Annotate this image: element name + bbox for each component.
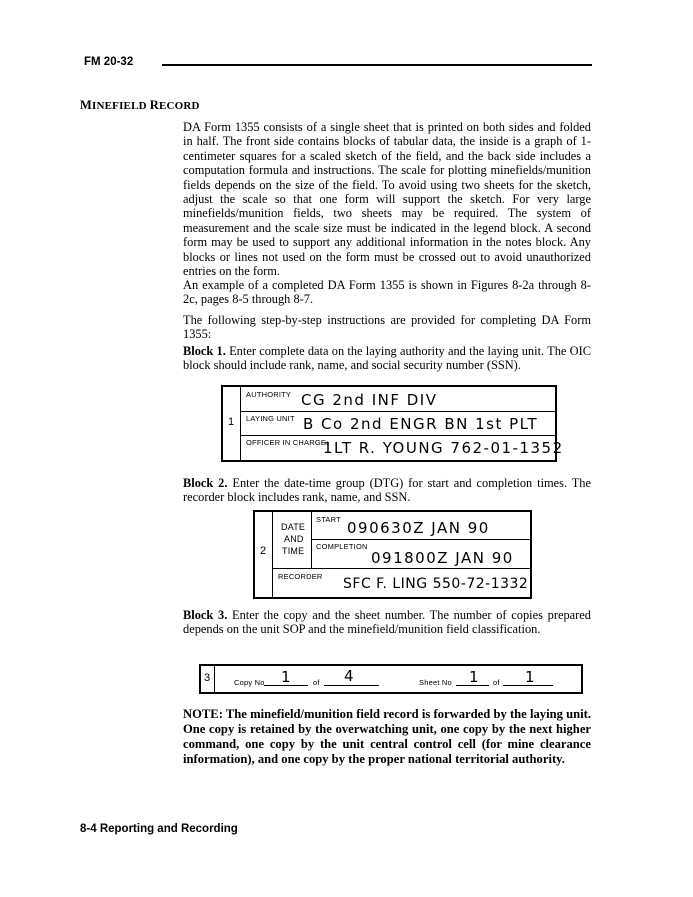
authority-label: AUTHORITY (246, 390, 292, 399)
block1-text: Enter complete data on the laying authority and the laying unit. The OIC block should include rank, name, and social security number (SSN). (183, 344, 591, 373)
block1-form (221, 385, 564, 462)
sheet-of-label: of (493, 678, 500, 687)
manual-code: FM 20-32 (84, 56, 134, 68)
section-title: MINEFIELD RECORD (80, 98, 200, 112)
laying-unit-value: B Co 2nd ENGR BN 1st PLT (303, 415, 539, 433)
oic-value: 1LT R. YOUNG 762-01-1352 (323, 439, 564, 457)
authority-value: CG 2nd INF DIV (301, 391, 438, 409)
recorder-value: SFC F. LING 550-72-1332 (343, 576, 529, 592)
block2-paragraph (183, 476, 591, 505)
header-rule (162, 64, 592, 66)
paragraph-intro: DA Form 1355 consists of a single sheet that is printed on both sides and folded in half. The front side contains blocks of tabular data, the inside is a graph of 1-centimeter squares for a scaled sketch of the field, and the back side includes a computation formula and instructions. The scale for plotting minefields/munition fields depends on the size of the field. To avoid using two sheets for the sketch, adjust the scale so that one form will support the sketch. For very large minefields/munition fields, two sheets may be required. The system of measurement and the scale size must be indicated in the legend block. A second form may be used to support any additional information in the notes block. Any blocks or lines not used on the form must be crossed out to avoid unauthorized entries on the form. (183, 120, 591, 279)
copy-total: 4 (344, 667, 356, 685)
block3-form (199, 664, 583, 694)
start-value: 090630Z JAN 90 (347, 519, 490, 537)
sheet-value: 1 (469, 668, 481, 686)
time-label: TIME (282, 546, 305, 556)
sheet-label: Sheet No (419, 678, 452, 687)
block1-paragraph (183, 344, 591, 373)
sheet-total: 1 (525, 668, 537, 686)
block3-number: 3 (204, 672, 211, 684)
oic-label: OFFICER IN CHARGE: (246, 438, 329, 447)
block1-number: 1 (228, 416, 235, 428)
paragraph-example: An example of a completed DA Form 1355 is shown in Figures 8-2a through 8-2c, pages 8-5 through 8-7. (183, 278, 591, 307)
block2-heading: Block 2. (183, 476, 228, 490)
date-label: DATE (281, 522, 306, 532)
start-label: START (316, 515, 341, 524)
recorder-label: RECORDER (278, 572, 323, 581)
block3-heading: Block 3. (183, 608, 228, 622)
block2-text: Enter the date-time group (DTG) for start and completion times. The recorder block includes rank, name, and SSN. (183, 476, 591, 505)
block1-heading: Block 1. (183, 344, 226, 358)
copy-of-label: of (313, 678, 320, 687)
note-paragraph: NOTE: The minefield/munition field record is forwarded by the laying unit. One copy is retained by the overwatching unit, one copy by the next higher command, one copy by the unit central control cell (for mine clearance information), and one copy by the proper national territorial authority. (183, 707, 591, 766)
page-footer: 8-4 Reporting and Recording (80, 823, 238, 835)
block3-text: Enter the copy and the sheet number. The number of copies prepared depends on the unit SOP and the minefield/munition field classification. (183, 608, 591, 637)
page-header (76, 56, 594, 76)
paragraph-instructions: The following step-by-step instructions are provided for completing DA Form 1355: (183, 313, 591, 342)
completion-label: COMPLETION (316, 542, 368, 551)
copy-label: Copy No (234, 678, 265, 687)
laying-unit-label: LAYING UNIT (246, 414, 295, 423)
copy-value: 1 (281, 668, 293, 686)
completion-value: 091800Z JAN 90 (371, 549, 514, 567)
block2-number: 2 (260, 545, 267, 557)
block2-form (253, 510, 532, 599)
and-label: AND (284, 534, 304, 544)
block3-paragraph (183, 608, 591, 637)
